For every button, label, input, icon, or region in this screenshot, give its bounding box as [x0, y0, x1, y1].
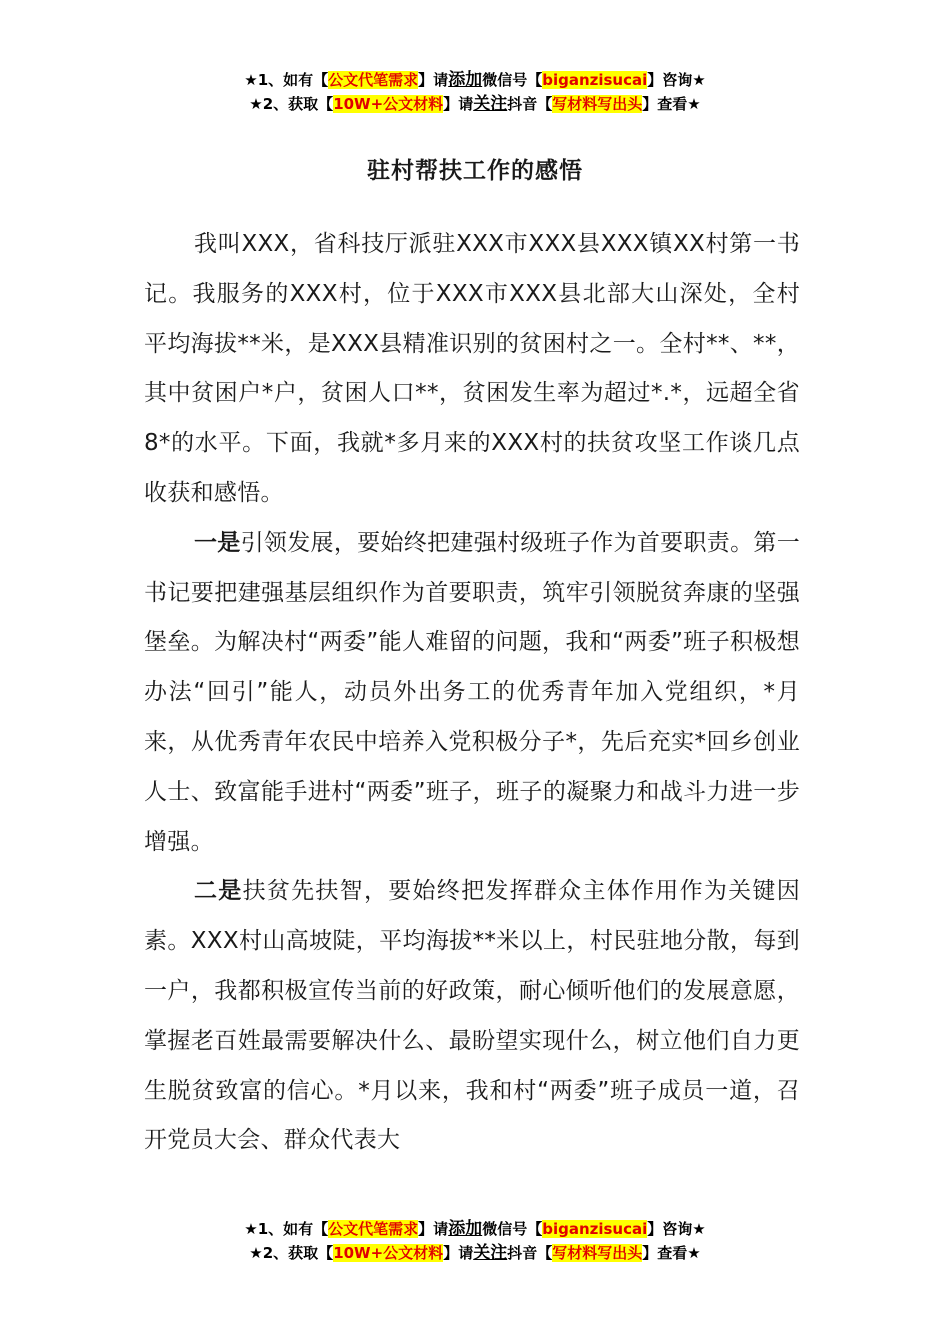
header-banner-line-1: ★1、如有【公文代笔需求】请添加微信号【biganzisucai】咨询★ [244, 70, 706, 90]
header-banner [0, 68, 950, 116]
footer-highlight-materials: 10W+公文材料 [333, 1244, 444, 1262]
paragraph-lead: 二是 [194, 878, 243, 905]
header-highlight-wechat-id: biganzisucai [542, 71, 648, 89]
paragraph-point-2: 二是扶贫先扶智，要始终把发挥群众主体作用作为关键因素。XXX村山高坡陡，平均海拔**米以上，村民驻地分散，每到一户，我都积极宣传当前的好政策，耐心倾听他们的发展意愿，掌握老百姓最需要解决什么、最盼望实现什么，树立他们自力更生脱贫致富的信心。*月以来，我和村“两委”班子成员一道，召开党员大会、群众代表大 [144, 878, 800, 1154]
document-title: 驻村帮扶工作的感悟 [367, 158, 583, 184]
footer-highlight-service: 公文代笔需求 [328, 1220, 419, 1238]
header-highlight-service: 公文代笔需求 [328, 71, 419, 89]
document-body [144, 220, 800, 1166]
paragraph-intro: 我叫XXX，省科技厅派驻XXX市XXX县XXX镇XX村第一书记。我服务的XXX村，位于XXX市XXX县北部大山深处，全村平均海拔**米，是XXX县精准识别的贫困村之一。全村**、**，其中贫困户*户，贫困人口**，贫困发生率为超过*.*，远超全省8*的水平。下面，我就*多月来的XXX村的扶贫攻坚工作谈几点收获和感悟。 [144, 231, 800, 506]
footer-banner-line-1: ★1、如有【公文代笔需求】请添加微信号【biganzisucai】咨询★ [244, 1219, 706, 1239]
footer-banner-line-2: ★2、获取【10W+公文材料】请关注抖音【写材料写出头】查看★ [249, 1243, 701, 1263]
footer-highlight-wechat-id: biganzisucai [542, 1220, 648, 1238]
paragraph-point-1: 一是引领发展，要始终把建强村级班子作为首要职责。第一书记要把建强基层组织作为首要职责，筑牢引领脱贫奔康的坚强堡垒。为解决村“两委”能人难留的问题，我和“两委”班子积极想办法“回引”能人，动员外出务工的优秀青年加入党组织，*月来，从优秀青年农民中培养入党积极分子*，先后充实*回乡创业人士、致富能手进村“两委”班子，班子的凝聚力和战斗力进一步增强。 [144, 529, 800, 855]
header-highlight-douyin: 写材料写出头 [552, 95, 643, 113]
header-highlight-materials: 10W+公文材料 [333, 95, 444, 113]
footer-highlight-douyin: 写材料写出头 [552, 1244, 643, 1262]
header-banner-line-2: ★2、获取【10W+公文材料】请关注抖音【写材料写出头】查看★ [249, 94, 701, 114]
footer-banner [0, 1217, 950, 1265]
paragraph-lead: 一是 [194, 529, 241, 556]
